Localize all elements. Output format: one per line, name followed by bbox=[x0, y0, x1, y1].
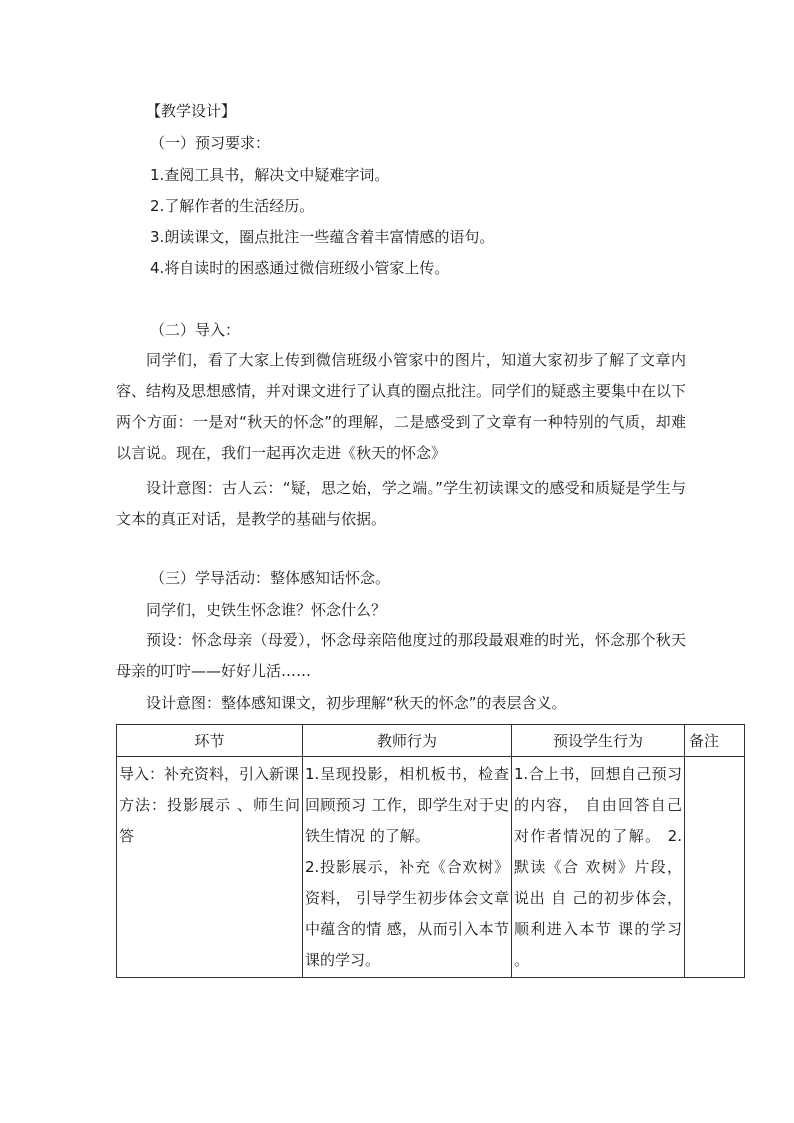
table-row bbox=[117, 757, 745, 978]
header-teacher-behavior: 教师行为 bbox=[303, 725, 512, 757]
cell-teacher-behavior bbox=[303, 757, 512, 978]
cell-stage-text: 导入：补充资料，引入新课 方法：投影展示 、师生问答 bbox=[119, 765, 300, 845]
cell-teacher-text: 1.呈现投影，相机板书，检查回顾预习 工作，即学生对于史铁生情况 的了解。 2.投影展示，补充《合欢树》资料， 引导学生初步体会文章中蕴含的情 感，从而引入本节课的学习。 bbox=[305, 765, 509, 969]
activity-preset: 预设：怀念母亲（母爱），怀念母亲陪他度过的那段最艰难的时光，怀念那个秋天母亲的叮咛——好好儿活…… bbox=[116, 631, 686, 680]
activity-design-intent: 设计意图：整体感知课文，初步理解“秋天的怀念”的表层含义。 bbox=[146, 694, 567, 712]
table-header-row bbox=[117, 725, 745, 757]
preview-item-1: 1.查阅工具书，解决文中疑难字词。 bbox=[150, 166, 390, 184]
header-notes: 备注 bbox=[685, 725, 745, 757]
cell-stage bbox=[117, 757, 303, 978]
preview-item-4: 4.将自读时的困惑通过微信班级小管家上传。 bbox=[150, 259, 450, 277]
preview-item-3: 3.朗读课文，圈点批注一些蕴含着丰富情感的语句。 bbox=[150, 228, 495, 246]
intro-heading: （二）导入： bbox=[150, 321, 241, 339]
header-stage: 环节 bbox=[117, 725, 303, 757]
cell-notes-text bbox=[685, 757, 744, 759]
header-student-behavior: 预设学生行为 bbox=[512, 725, 685, 757]
cell-student-behavior bbox=[512, 757, 685, 978]
intro-paragraph: 同学们，看了大家上传到微信班级小管家中的图片，知道大家初步了解了文章内容、结构及思想感情，并对课文进行了认真的圈点批注。同学们的疑惑主要集中在以下两个方面：一是对“秋天的怀念”的理解，二是感受到了文章有一种特别的气质，却难以言说。现在，我们一起再次走进《秋天的怀念》 bbox=[116, 351, 687, 462]
lesson-plan-table bbox=[116, 724, 745, 978]
preview-item-2: 2.了解作者的生活经历。 bbox=[150, 197, 315, 215]
activity-question: 同学们，史铁生怀念谁？怀念什么？ bbox=[146, 601, 387, 619]
preview-heading: （一）预习要求： bbox=[150, 134, 271, 152]
activity-heading: （三）学导活动：整体感知话怀念。 bbox=[150, 569, 391, 587]
cell-notes bbox=[685, 757, 745, 978]
section-title: 【教学设计】 bbox=[146, 102, 237, 120]
intro-design-intent: 设计意图：古人云：“疑，思之始，学之端。”学生初读课文的感受和质疑是学生与文本的真正对话，是教学的基础与依据。 bbox=[116, 479, 686, 528]
cell-student-text: 1.合上书，回想自己预习的内容， 自由回答自己对作者情况的了解。 2.默读《合 欢树》片段，说出 自 己的初步体会，顺利进入本节 课的学习 。 bbox=[514, 765, 682, 969]
